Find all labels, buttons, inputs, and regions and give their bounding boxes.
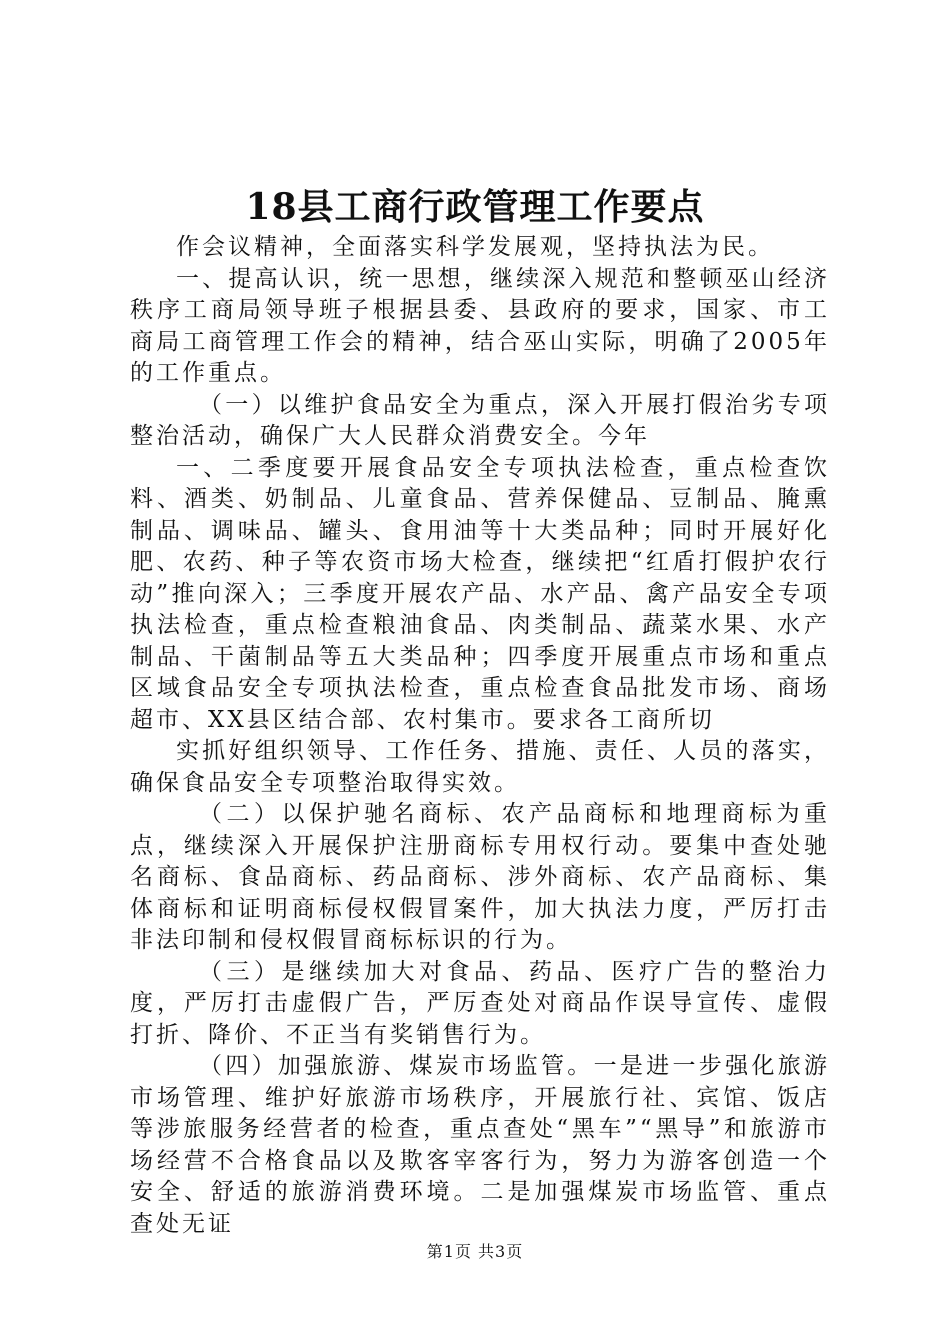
paragraph-item-3: （三）是继续加大对食品、药品、医疗广告的整治力度，严厉打击虚假广告，严厉查处对商品作误导宣传、虚假打折、降价、不正当有奖销售行为。 [130,958,830,1048]
page-number-footer: 第1页 共3页 [426,1242,524,1261]
paragraph-item-1-detail: 一、二季度要开展食品安全专项执法检查，重点检查饮料、酒类、奶制品、儿童食品、营养保健品、豆制品、腌熏制品、调味品、罐头、食用油等十大类品种；同时开展好化肥、农药、种子等农资市场大检查，继续把“红盾打假护农行动”推向深入；三季度开展农产品、水产品、禽产品安全专项执法检查，重点检查粮油食品、肉类制品、蔬菜水果、水产制品、干菌制品等五大类品种；四季度开展重点市场和重点区域食品安全专项执法检查，重点检查食品批发市场、商场超市、XX县区结合部、农村集市。要求各工商所切 [130,454,830,733]
paragraph-intro: 作会议精神，全面落实科学发展观，坚持执法为民。 [176,234,774,260]
document-title: 18县工商行政管理工作要点 [245,186,705,228]
paragraph-item-1: （一）以维护食品安全为重点，深入开展打假治劣专项整治活动，确保广大人民群众消费安全。今年 [130,391,830,449]
paragraph-item-1-continued: 实抓好组织领导、工作任务、措施、责任、人员的落实，确保食品安全专项整治取得实效。 [130,738,830,796]
paragraph-item-4: （四）加强旅游、煤炭市场监管。一是进一步强化旅游市场管理、维护好旅游市场秩序，开展旅行社、宾馆、饭店等涉旅服务经营者的检查，重点查处“黑车”“黑导”和旅游市场经营不合格食品以及欺客宰客行为，努力为游客创造一个安全、舒适的旅游消费环境。二是加强煤炭市场监管、重点查处无证 [130,1053,830,1237]
paragraph-item-2: （二）以保护驰名商标、农产品商标和地理商标为重点，继续深入开展保护注册商标专用权行动。要集中查处驰名商标、食品商标、药品商标、涉外商标、农产品商标、集体商标和证明商标侵权假冒案件，加大执法力度，严厉打击非法印制和侵权假冒商标标识的行为。 [130,801,830,953]
paragraph-section-1: 一、提高认识，统一思想，继续深入规范和整顿巫山经济秩序工商局领导班子根据县委、县政府的要求，国家、市工商局工商管理工作会的精神，结合巫山实际，明确了2005年的工作重点。 [130,265,830,386]
document-body [130,232,830,1240]
